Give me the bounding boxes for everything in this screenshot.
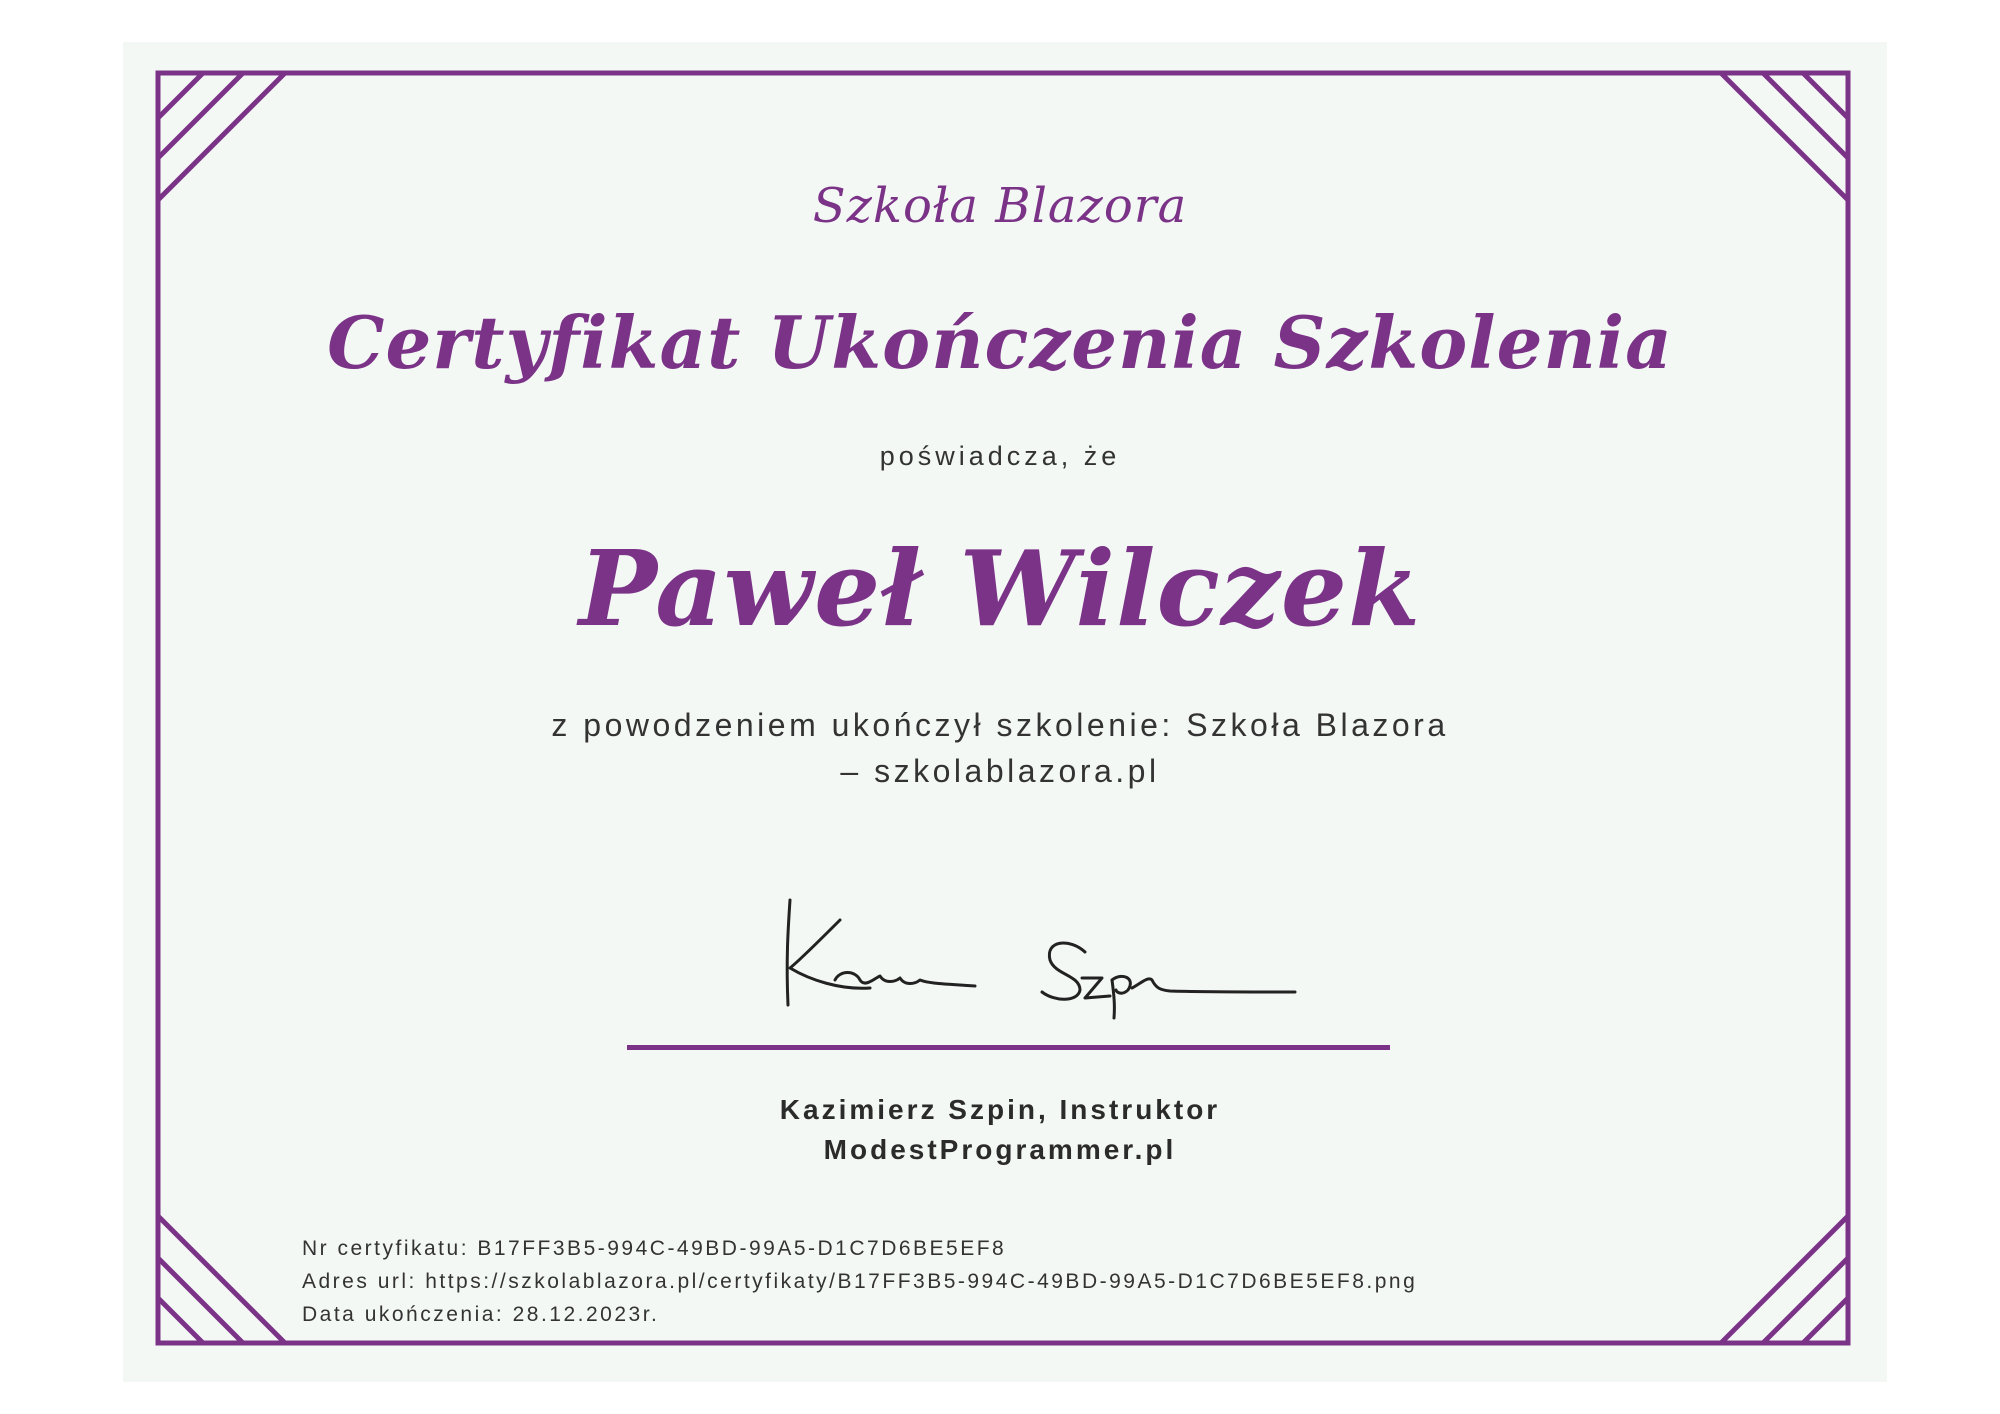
school-name: Szkoła Blazora xyxy=(812,178,1188,234)
certificate-metadata xyxy=(302,1232,1417,1331)
signer-block xyxy=(0,1090,2000,1170)
completion-date: Data ukończenia: 28.12.2023r. xyxy=(302,1303,660,1326)
certificate-title: Certyfikat Ukończenia Szkolenia xyxy=(327,300,1673,385)
signature-line xyxy=(627,1045,1390,1050)
corner-ornament-bottom-left xyxy=(158,1216,285,1343)
signer-website: ModestProgrammer.pl xyxy=(823,1134,1177,1165)
signer-name: Kazimierz Szpin, Instruktor xyxy=(779,1094,1221,1125)
signature-image xyxy=(760,880,1300,1020)
recipient-name: Paweł Wilczek xyxy=(578,527,1422,650)
certificate-url: Adres url: https://szkolablazora.pl/certyfikaty/B17FF3B5-994C-49BD-99A5-D1C7D6BE5EF8.png xyxy=(302,1270,1418,1293)
completion-line-1: z powodzeniem ukończył szkolenie: Szkoła Blazora xyxy=(551,707,1449,743)
completion-statement xyxy=(0,702,2000,794)
completion-line-2: – szkolablazora.pl xyxy=(840,753,1160,789)
certificate-number: Nr certyfikatu: B17FF3B5-994C-49BD-99A5-D1C7D6BE5EF8 xyxy=(302,1237,1007,1260)
corner-ornament-bottom-right xyxy=(1721,1216,1848,1343)
attests-label: poświadcza, że xyxy=(879,441,1121,471)
